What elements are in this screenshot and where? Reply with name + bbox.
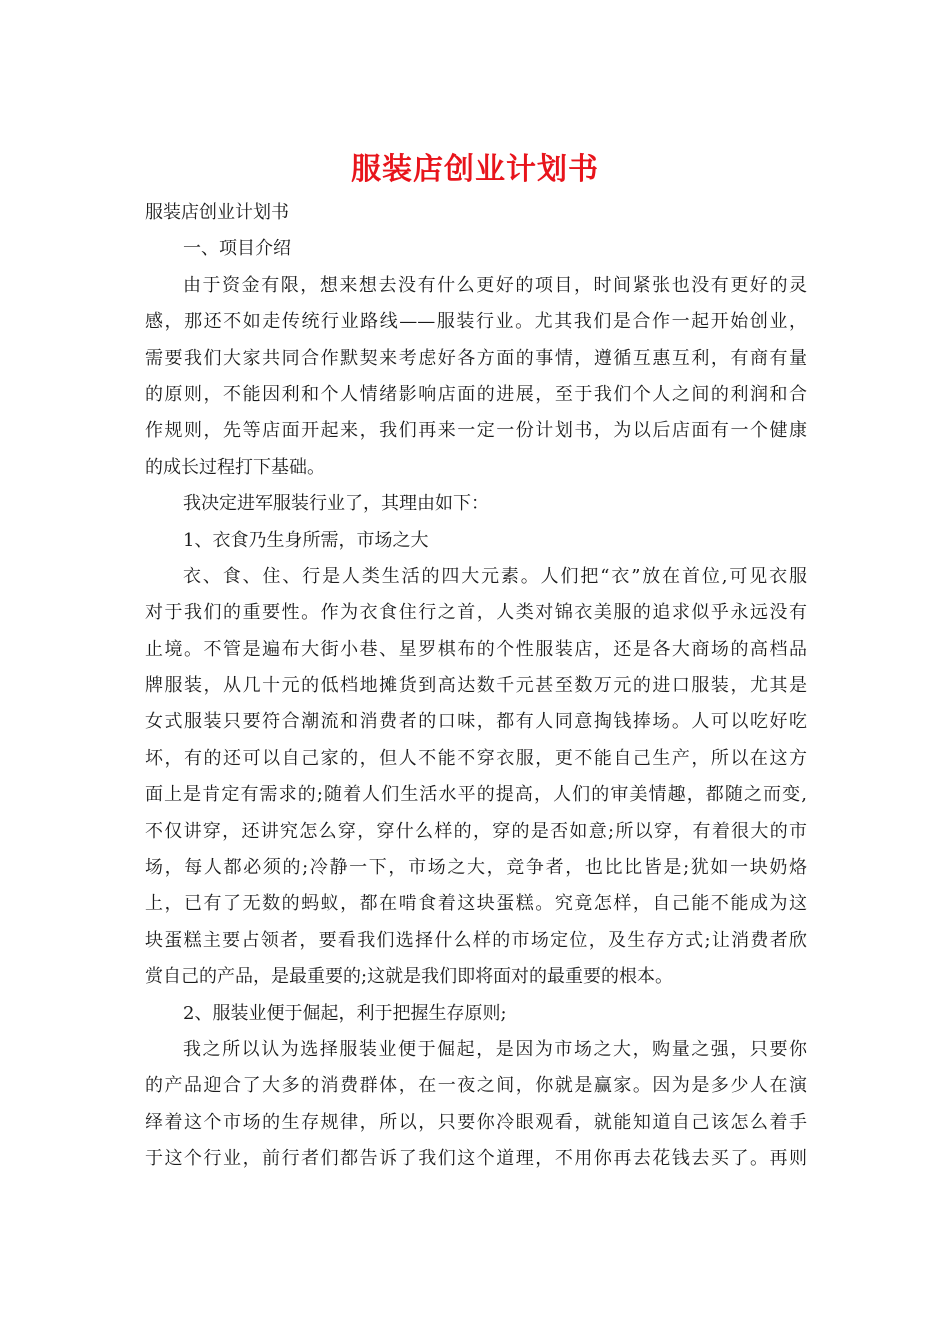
- text-line: 止境。不管是遍布大街小巷、星罗棋布的个性服装店，还是各大商场的高档品: [145, 638, 807, 660]
- text-line: 女式服装只要符合潮流和消费者的口味，都有人同意掏钱捧场。人可以吃好吃: [145, 711, 807, 733]
- text-line: 我决定进军服装行业了，其理由如下：: [183, 493, 489, 515]
- text-line: 的成长过程打下基础。: [145, 456, 325, 478]
- text-line: 2、服装业便于倔起，利于把握生存原则;: [183, 1002, 507, 1024]
- text-line: 由于资金有限，想来想去没有什么更好的项目，时间紧张也没有更好的灵: [183, 274, 807, 296]
- text-line: 的产品迎合了大多的消费群体，在一夜之间，你就是赢家。因为是多少人在演: [145, 1075, 807, 1097]
- text-line: 一、项目介绍: [183, 238, 291, 260]
- text-line: 我之所以认为选择服装业便于倔起，是因为市场之大，购量之强，只要你: [183, 1038, 807, 1060]
- text-line: 场，每人都必须的;冷静一下，市场之大，竞争者，也比比皆是;犹如一块奶烙: [145, 857, 807, 879]
- text-line: 块蛋糕主要占领者，要看我们选择什么样的市场定位，及生存方式;让消费者欣: [145, 929, 807, 951]
- text-line: 面上是肯定有需求的;随着人们生活水平的提高，人们的审美情趣，都随之而变,: [145, 784, 807, 806]
- text-line: 作规则，先等店面开起来，我们再来一定一份计划书，为以后店面有一个健康: [145, 420, 807, 442]
- text-line: 上，已有了无数的蚂蚁，都在啃食着这块蛋糕。究竟怎样，自己能不能成为这: [145, 893, 807, 915]
- text-line: 对于我们的重要性。作为衣食住行之首，人类对锦衣美服的追求似乎永远没有: [145, 602, 807, 624]
- text-line: 需要我们大家共同合作默契来考虑好各方面的事情，遵循互惠互利，有商有量: [145, 347, 807, 369]
- document-body: [145, 195, 807, 1178]
- text-line: 服装店创业计划书: [145, 202, 289, 223]
- text-line: 1、衣食乃生身所需，市场之大: [183, 529, 429, 551]
- text-line: 牌服装，从几十元的低档地摊货到高达数千元甚至数万元的进口服装，尤其是: [145, 675, 807, 697]
- text-line: 坏，有的还可以自己家的，但人不能不穿衣服，更不能自己生产，所以在这方: [145, 747, 807, 769]
- text-line: 绎着这个市场的生存规律，所以，只要你冷眼观看，就能知道自己该怎么着手: [145, 1111, 807, 1133]
- text-line: 赏自己的产品，是最重要的;这就是我们即将面对的最重要的根本。: [145, 966, 674, 988]
- text-line: 的原则，不能因利和个人情绪影响店面的进展，至于我们个人之间的利润和合: [145, 383, 807, 405]
- text-line: 衣、食、住、行是人类生活的四大元素。人们把“衣”放在首位,可见衣服: [183, 565, 807, 587]
- document-title: 服装店创业计划书: [351, 152, 599, 187]
- text-line: 感，那还不如走传统行业路线——服装行业。尤其我们是合作一起开始创业，: [145, 311, 807, 333]
- text-line: 于这个行业，前行者们都告诉了我们这个道理，不用你再去花钱去买了。再则: [145, 1148, 807, 1170]
- text-line: 不仅讲穿，还讲究怎么穿，穿什么样的，穿的是否如意;所以穿，有着很大的市: [145, 820, 807, 842]
